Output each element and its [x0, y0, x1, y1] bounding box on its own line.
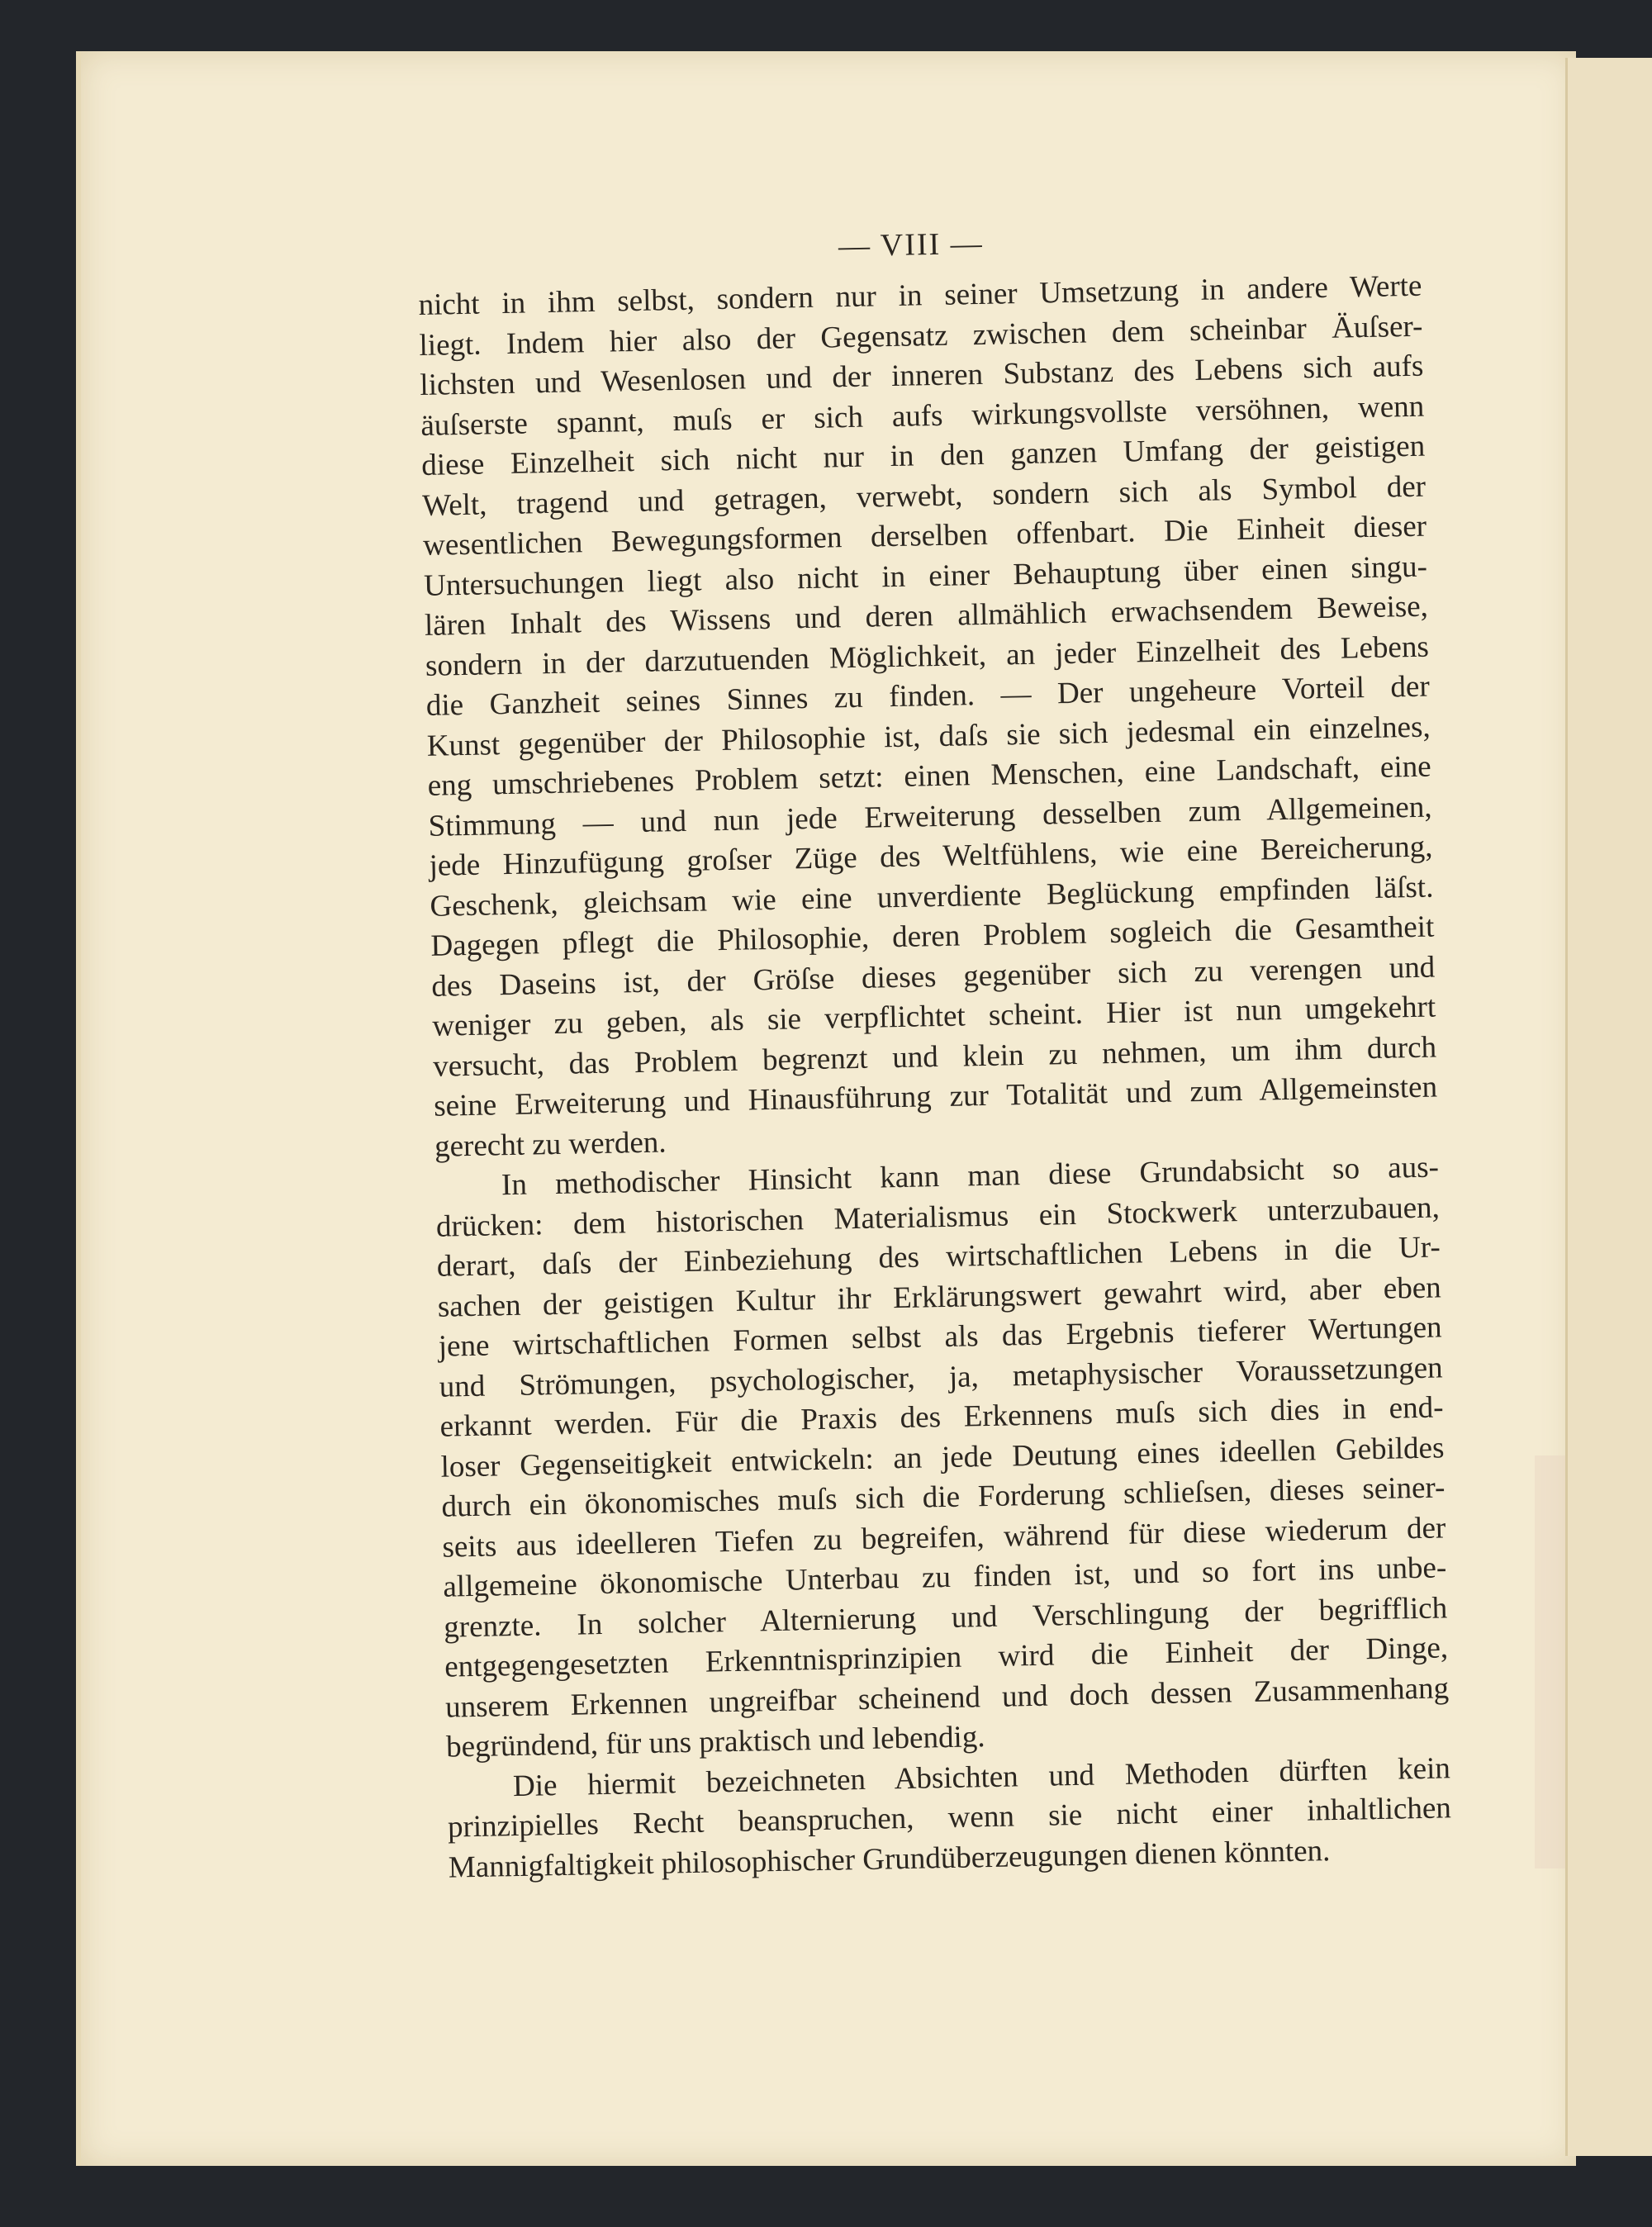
text-line: liegt. Indem hier also der Gegensatz zwischen dem scheinbar Äuſser-	[419, 309, 1423, 363]
text-line: loser Gegenseitigkeit entwickeln: an jede Deutung eines ideellen Gebildes	[440, 1430, 1445, 1484]
paragraph	[435, 1147, 1450, 1768]
text-line: derart, daſs der Einbeziehung des wirtschaftlichen Lebens in die Ur-	[436, 1230, 1441, 1284]
text-line: jede Hinzufügung groſser Züge des Weltfühlens, wie eine Bereicherung,	[429, 829, 1433, 883]
text-line: eng umschriebenes Problem setzt: einen Menschen, eine Landschaft, eine	[427, 749, 1431, 803]
text-line: Dagegen pflegt die Philosophie, deren Problem sogleich die Gesamtheit	[430, 909, 1435, 963]
text-line: wesentlichen Bewegungsformen derselben offenbart. Die Einheit dieser	[422, 509, 1427, 563]
text-line: unserem Erkennen ungreifbar scheinend und doch dessen Zusammenhang	[444, 1670, 1450, 1725]
text-line: entgegengesetzten Erkenntnisprinzipien wird die Einheit der Dinge,	[444, 1631, 1449, 1684]
text-line: drücken: dem historischen Materialismus ein Stockwerk unterzubauen,	[435, 1189, 1441, 1244]
text-line: seine Erweiterung und Hinausführung zur Totalität und zum Allgemeinsten	[433, 1070, 1438, 1123]
text-line: des Daseins ist, der Gröſse dieses gegenüber sich zu verengen und	[431, 950, 1436, 1004]
text-line: gerecht zu werden.	[434, 1124, 667, 1164]
text-line: sachen der geistigen Kultur ihr Erklärungswert gewahrt wird, aber eben	[437, 1270, 1442, 1324]
text-line: jene wirtschaftlichen Formen selbst als das Ergebnis tieferer Wertungen	[438, 1310, 1442, 1364]
text-line: die Ganzheit seines Sinnes zu finden. — Der ungeheure Vorteil der	[425, 669, 1431, 723]
text-line: nicht in ihm selbst, sondern nur in seiner Umsetzung in andere Werte	[418, 268, 1422, 322]
text-line: erkannt werden. Für die Praxis des Erkennens muſs sich dies in end-	[439, 1390, 1444, 1444]
text-line: Stimmung — und nun jede Erweiterung desselben zum Allgemeinen,	[428, 790, 1432, 843]
page-text	[417, 217, 1452, 1888]
next-page-edge	[1565, 58, 1652, 2156]
text-line: sondern in der darzutuenden Möglichkeit, an jeder Einzelheit des Lebens	[425, 629, 1430, 683]
text-line: äuſserste spannt, muſs er sich aufs wirkungsvollste versöhnen, wenn	[420, 389, 1425, 443]
text-line: Kunst gegenüber der Philosophie ist, daſs sie sich jedesmal ein einzelnes,	[426, 710, 1431, 763]
paragraph	[447, 1749, 1453, 1888]
text-line: weniger zu geben, als sie verpflichtet scheint. Hier ist nun umgekehrt	[431, 990, 1436, 1043]
text-line: grenzte. In solcher Alternierung und Verschlingung der begrifflich	[443, 1590, 1448, 1645]
text-line: Mannigfaltigkeit philosophischer Grundüberzeugungen dienen könnten.	[448, 1833, 1331, 1885]
text-line: Die hiermit bezeichneten Absichten und Methoden dürften kein	[512, 1750, 1451, 1803]
text-line: In methodischer Hinsicht kann man diese Grundabsicht so aus-	[501, 1150, 1440, 1203]
body-text	[418, 267, 1452, 1888]
text-line: diese Einzelheit sich nicht nur in den ganzen Umfang der geistigen	[420, 429, 1426, 482]
text-line: prinzipielles Recht beanspruchen, wenn sie nicht einer inhaltlichen	[447, 1791, 1452, 1845]
paragraph	[418, 267, 1438, 1167]
text-line: lichsten und Wesenlosen und der inneren Substanz des Lebens sich aufs	[420, 349, 1424, 402]
text-line: begründend, für uns praktisch und lebendig.	[445, 1720, 985, 1764]
page-number: — VIII —	[838, 226, 985, 264]
text-line: seits aus ideelleren Tiefen zu begreifen, während für diese wiederum der	[442, 1510, 1446, 1565]
text-line: versucht, das Problem begrenzt und klein zu nehmen, um ihm durch	[432, 1029, 1437, 1084]
text-line: lären Inhalt des Wissens und deren allmählich erwachsendem Beweise,	[424, 589, 1429, 643]
text-line: allgemeine ökonomische Unterbau zu finden ist, und so fort ins unbe-	[443, 1550, 1447, 1604]
text-line: Geschenk, gleichsam wie eine unverdiente Beglückung empfinden läſst.	[430, 870, 1434, 924]
text-line: durch ein ökonomisches muſs sich die Forderung schlieſsen, dieses seiner-	[441, 1470, 1446, 1524]
text-line: und Strömungen, psychologischer, ja, metaphysischer Voraussetzungen	[439, 1350, 1443, 1404]
text-line: Untersuchungen liegt also nicht in einer Behauptung über einen singu-	[423, 549, 1428, 603]
text-line: Welt, tragend und getragen, verwebt, sondern sich als Symbol der	[421, 469, 1427, 523]
